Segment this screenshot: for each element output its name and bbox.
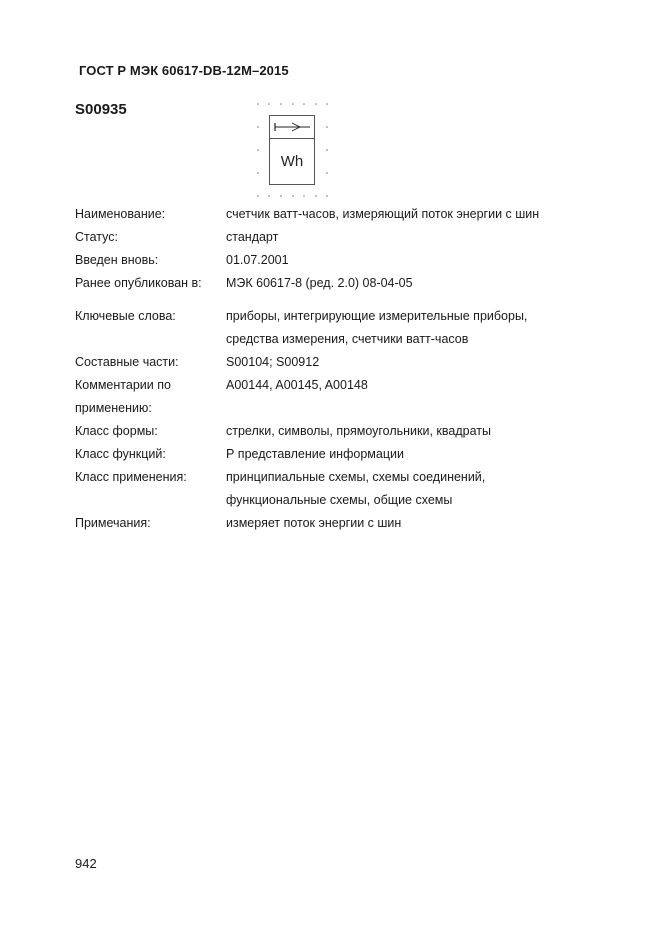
field-row-components xyxy=(75,351,595,374)
field-label: Примечания: xyxy=(75,516,151,530)
symbol-figure xyxy=(256,102,330,198)
field-value: стандарт xyxy=(226,230,279,244)
field-value xyxy=(226,305,595,351)
field-value: Р представление информации xyxy=(226,447,404,461)
field-value: МЭК 60617-8 (ред. 2.0) 08-04-05 xyxy=(226,276,413,290)
field-value-line: средства измерения, счетчики ватт-часов xyxy=(226,332,469,346)
energy-flow-arrow-icon xyxy=(270,116,314,138)
symbol-properties xyxy=(75,203,595,535)
field-value: S00104; S00912 xyxy=(226,355,320,369)
field-row-shape-class xyxy=(75,420,595,443)
field-label: Наименование: xyxy=(75,207,166,221)
field-value-line: принципиальные схемы, схемы соединений, xyxy=(226,470,486,484)
field-row-notes xyxy=(75,512,595,535)
symbol-box-label: Wh xyxy=(280,153,304,170)
document-header: ГОСТ Р МЭК 60617-DB-12M–2015 xyxy=(79,63,289,78)
field-value: измеряет поток энергии с шин xyxy=(226,516,402,530)
energy-flow-section xyxy=(270,116,314,139)
field-label: Класс формы: xyxy=(75,424,158,438)
field-label xyxy=(75,374,226,420)
field-value xyxy=(226,466,595,512)
field-value: A00144, A00145, A00148 xyxy=(226,378,368,392)
field-value-line: приборы, интегрирующие измерительные приборы, xyxy=(226,309,528,323)
field-value: 01.07.2001 xyxy=(226,253,289,267)
field-row-application-class xyxy=(75,466,595,512)
field-label-line: Комментарии по xyxy=(75,378,171,392)
symbol-code: S00935 xyxy=(75,101,127,118)
field-label: Ключевые слова: xyxy=(75,309,176,323)
field-value-line: функциональные схемы, общие схемы xyxy=(226,493,453,507)
field-label: Статус: xyxy=(75,230,118,244)
field-label: Ранее опубликован в: xyxy=(75,276,202,290)
field-label: Введен вновь: xyxy=(75,253,159,267)
field-value: счетчик ватт-часов, измеряющий поток энергии с шин xyxy=(226,207,540,221)
field-label: Класс функций: xyxy=(75,447,166,461)
field-row-introduced xyxy=(75,249,595,272)
field-label: Класс применения: xyxy=(75,470,187,484)
field-label-line: применению: xyxy=(75,401,152,415)
field-row-application-notes xyxy=(75,374,595,420)
watt-hour-meter-box xyxy=(269,115,315,185)
field-row-name xyxy=(75,203,595,226)
field-value: стрелки, символы, прямоугольники, квадраты xyxy=(226,424,491,438)
field-row-previously-published xyxy=(75,272,595,295)
field-label: Составные части: xyxy=(75,355,179,369)
field-row-status xyxy=(75,226,595,249)
field-row-keywords xyxy=(75,305,595,351)
field-row-function-class xyxy=(75,443,595,466)
page-number: 942 xyxy=(75,856,97,871)
